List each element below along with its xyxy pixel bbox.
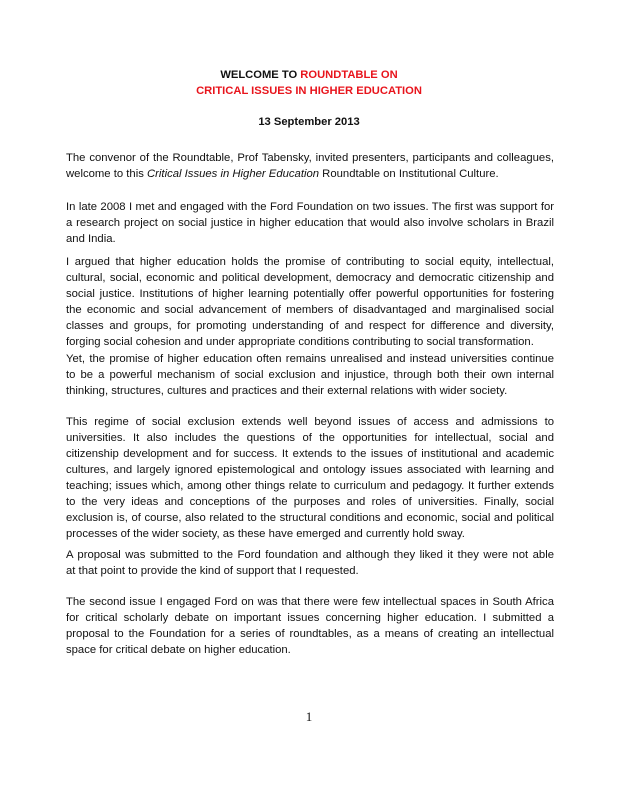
paragraph-line: thinking, structures, cultures and practices and their external relations with wider society. (66, 385, 508, 397)
paragraph-line: forging social cohesion and under appropriate conditions contributing to social transformation. (66, 336, 534, 348)
text-run: welcome to this (66, 168, 147, 180)
title-red-text: ROUNDTABLE ON (300, 69, 398, 81)
paragraph-3 (66, 254, 554, 350)
paragraph-7 (66, 594, 554, 658)
paragraph-line: In late 2008 I met and engaged with the Ford Foundation on two issues. The first was support for (66, 201, 554, 213)
paragraph-line: to be a powerful mechanism of social exclusion and injustice, through both their own internal (66, 369, 554, 381)
page-number: 1 (305, 709, 313, 724)
paragraph-line: processes of the wider society, as these have emerged and currently hold sway. (66, 528, 465, 540)
paragraph-1 (66, 150, 554, 182)
paragraph-5 (66, 414, 554, 542)
document-date: 13 September 2013 (258, 116, 360, 128)
paragraph-line: This regime of social exclusion extends well beyond issues of access and admissions to (66, 416, 554, 428)
paragraph-line: proposal to the Foundation for a series of roundtables, as a means of creating an intellectual (66, 628, 554, 640)
paragraph-6 (66, 547, 554, 579)
paragraph-line: classes and groups, for promoting understanding of and respect for difference and diversity, (66, 320, 554, 332)
paragraph-line: A proposal was submitted to the Ford foundation and although they liked it they were not able (66, 549, 554, 561)
paragraph-line: for critical scholarly debate on important issues concerning higher education. I submitted a (66, 612, 554, 624)
paragraph-line: to the very ideas and conceptions of the purposes and roles of universities. Finally, social (66, 496, 554, 508)
paragraph-line: I argued that higher education holds the promise of contributing to social equity, intellectual, (66, 256, 554, 268)
paragraph-line (66, 166, 554, 182)
paragraph-line: universities. It also includes the questions of the opportunities for intellectual, social and (66, 432, 554, 444)
title-line-2 (0, 83, 618, 99)
paragraph-line: Yet, the promise of higher education often remains unrealised and instead universities continue (66, 353, 554, 365)
text-run: Roundtable on Institutional Culture. (319, 168, 499, 180)
title-line-1 (0, 67, 618, 83)
paragraph-line: and India. (66, 233, 116, 245)
title-red-subtitle: CRITICAL ISSUES IN HIGHER EDUCATION (196, 85, 422, 97)
paragraph-line: at that point to provide the kind of support that I requested. (66, 565, 359, 577)
paragraph-line: The second issue I engaged Ford on was that there were few intellectual spaces in South Africa (66, 596, 554, 608)
paragraph-line: cultures, and largely ignored epistemological and ontology issues associated with learning and (66, 464, 554, 476)
paragraph-line: citizenship development and for success. It extends to the issues of institutional and academic (66, 448, 554, 460)
paragraph-line: the economic and social advancement of members of disadvantaged and marginalised social (66, 304, 554, 316)
paragraph-line: teaching; issues which, among other things relate to curriculum and pedagogy. It further extends (66, 480, 554, 492)
paragraph-4 (66, 351, 554, 399)
paragraph-line: a research project on social justice in higher education that would also involve scholars in Brazil (66, 217, 554, 229)
paragraph-2 (66, 199, 554, 247)
title-black-text: WELCOME TO (220, 69, 301, 81)
paragraph-line: cultural, social, economic and political development, democracy and democratic citizenship and (66, 272, 554, 284)
italic-event-title: Critical Issues in Higher Education (147, 168, 320, 180)
paragraph-line: social justice. Institutions of higher learning potentially offer powerful opportunities for fostering (66, 288, 554, 300)
paragraph-line: exclusion is, of course, also related to the structural conditions and economic, social and political (66, 512, 554, 524)
paragraph-line: space for critical debate on higher education. (66, 644, 291, 656)
paragraph-line: The convenor of the Roundtable, Prof Tabensky, invited presenters, participants and colleagues, (66, 152, 554, 164)
